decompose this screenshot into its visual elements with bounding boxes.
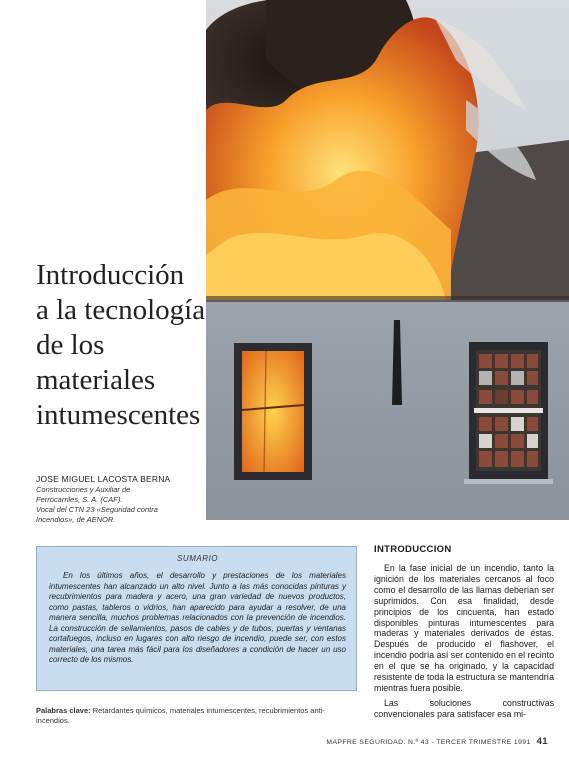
keywords-text: Retardantes químicos, materiales intumescentes, recubrimientos anti-incendios. [36, 706, 325, 725]
keywords-label: Palabras clave: [36, 706, 91, 715]
author-block [36, 474, 206, 525]
page-number: 41 [536, 736, 548, 747]
footer-publication: MAPFRE SEGURIDAD. N.º 43 - TERCER TRIMESTRE 1991 [326, 739, 531, 746]
author-affiliation-line: Construcciones y Auxiliar de [36, 485, 131, 494]
article-title [36, 258, 206, 433]
title-line: intumescentes [36, 399, 201, 431]
intro-paragraph: En la fase inicial de un incendio, tanto la ignición de los materiales cercanos al foco como el desarrollo de las llamas deberían ser suprimidos. Con esa finalidad, desde principios de los cincuenta, han estado disponibles pinturas intumescentes para maderas y materiales derivados de éstas. Después de producido el flashover, el incendio podría así ser contenido en el recinto en el que se ha originado, y la capacidad resistente de toda la estructura se mantendría mientras fuera posible. [374, 563, 554, 693]
summary-heading: SUMARIO [177, 554, 218, 563]
keywords [36, 706, 357, 726]
author-affiliation-line: Vocal del CTN 23 «Seguridad contra [36, 505, 158, 514]
title-line: materiales [36, 364, 156, 396]
title-line: a la tecnología [36, 294, 206, 326]
intro-body [374, 563, 554, 720]
section-heading: INTRODUCCION [374, 544, 452, 555]
title-line: de los [36, 329, 105, 361]
house-fire-photo [206, 0, 569, 520]
intro-paragraph: Las soluciones constructivas convencionales para satisfacer esa mi- [374, 697, 554, 719]
author-affiliation-line: Incendios», de AENOR. [36, 515, 116, 524]
author-name: JOSE MIGUEL LACOSTA BERNA [36, 474, 171, 484]
summary-box [36, 546, 357, 691]
author-affiliation-line: Ferrocarriles, S. A. (CAF). [36, 495, 123, 504]
summary-text: En los últimos años, el desarrollo y prestaciones de los materiales intumescentes han alcanzado un alto nivel. Junto a las más conocidas pinturas y recubrimientos para madera y acero, una gran variedad de nuevos productos, como pastas, tableros o vidrios, han aparecido para ayudar a resolver, de una manera sencilla, muchos problemas relacionados con la prevención de incendios. La construcción de sellamientos, pasos de cables y de tubos, puertas y ventanas cortafuegos, incluso en lugares con alto riesgo de incendio, puede ser, con estos materiales, una tarea más fácil para los diseñadores a condición de hacer un uso correcto de los mismos. [49, 571, 346, 664]
page-footer [318, 736, 548, 747]
title-line: Introducción [36, 259, 185, 291]
